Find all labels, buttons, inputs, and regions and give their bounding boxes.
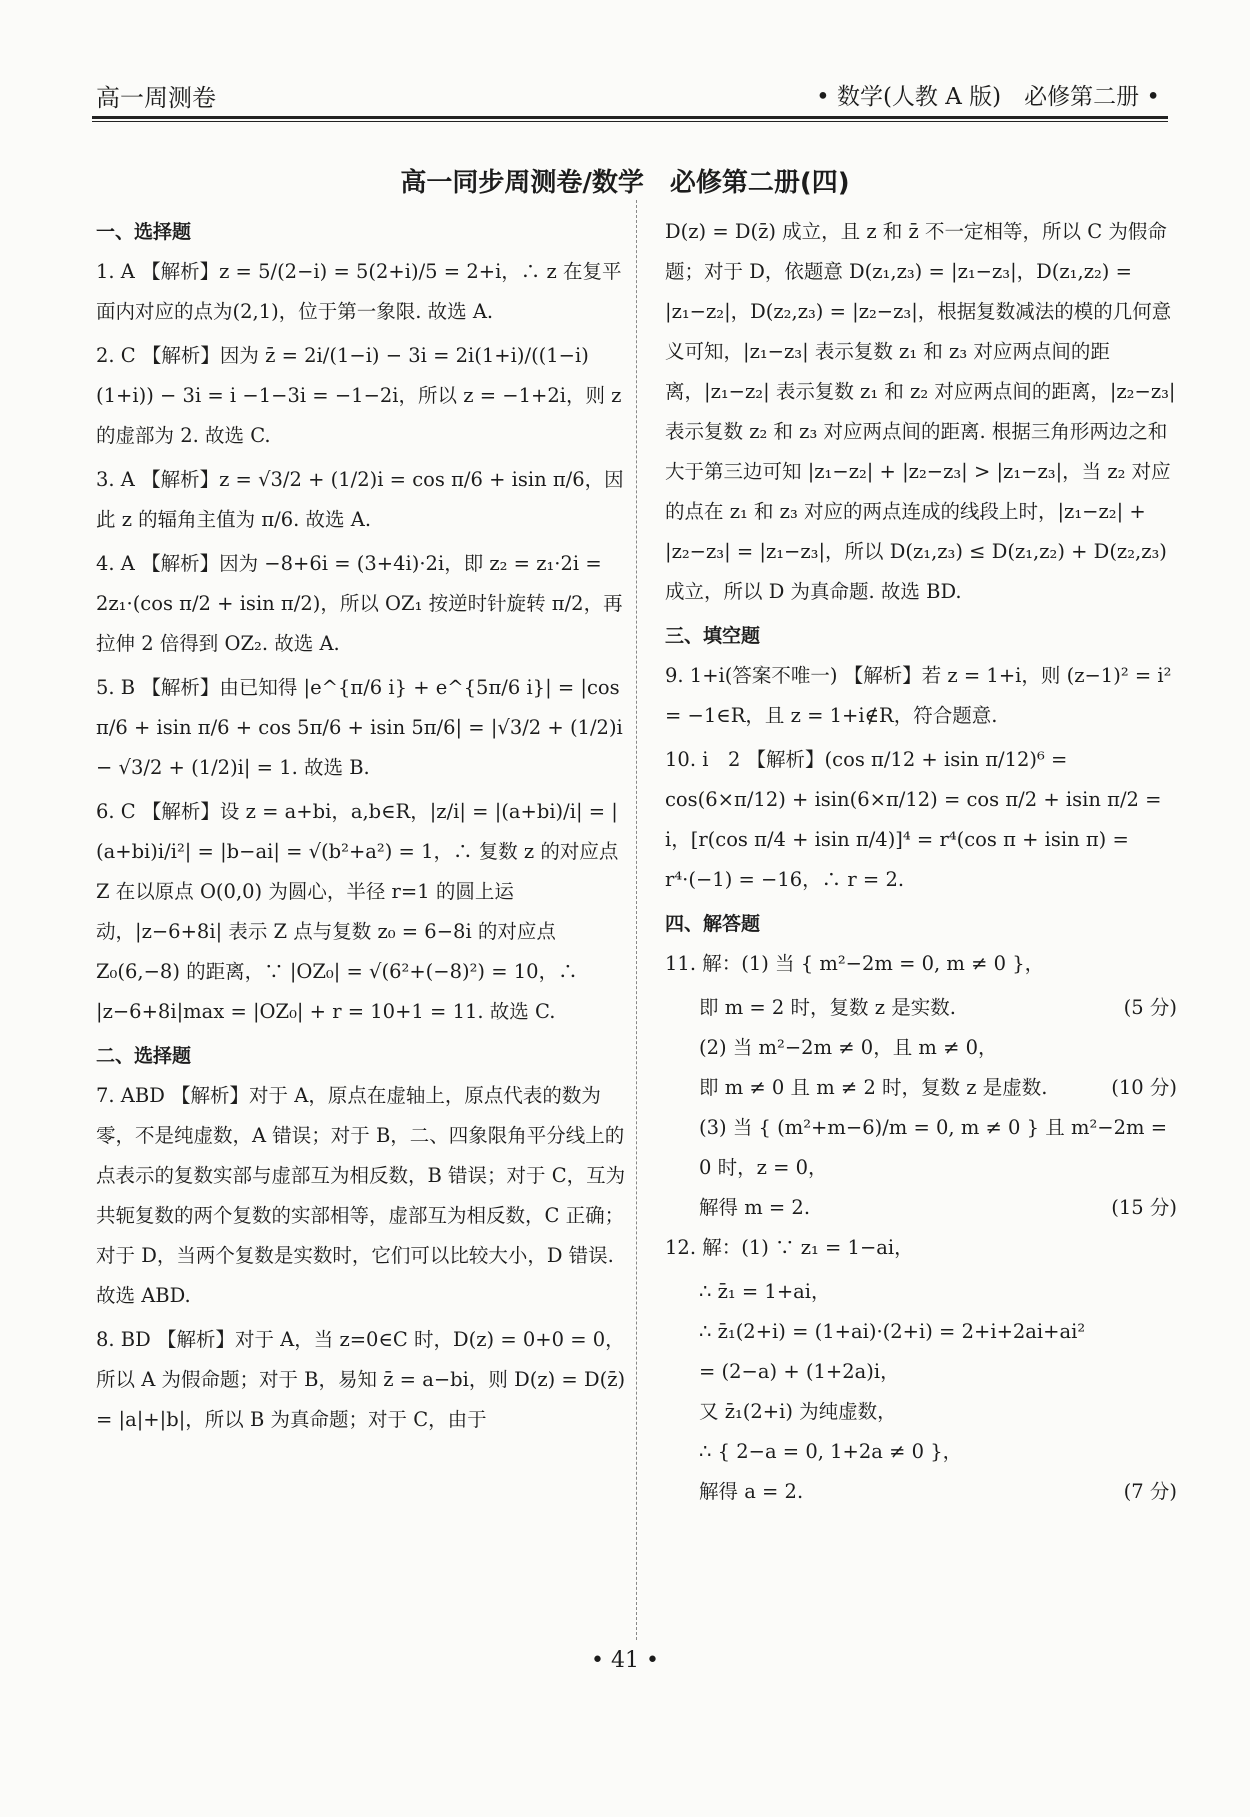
- right-column: [665, 212, 1177, 1512]
- answer-item: 7. ABD 【解析】对于 A，原点在虚轴上，原点代表的数为零，不是纯虚数，A 错误；对于 B，二、四象限角平分线上的点表示的复数实部与虚部互为相反数，B 错误；对于 C，互为共轭复数的两个复数的实部相等，虚部互为相反数，C 正确；对于 D，当两个复数是实数时，它们可以比较大小，D 错误. 故选 ABD.: [96, 1084, 626, 1307]
- header-rule: [92, 116, 1168, 119]
- answer-item: 8. BD 【解析】对于 A，当 z=0∈C 时，D(z) = 0+0 = 0，所以 A 为假命题；对于 B，易知 z̄ = a−bi，则 D(z) = D(z̄) = |a|+|b|，所以 B 为真命题；对于 C，由于: [96, 1328, 626, 1431]
- column-divider: [636, 200, 637, 1640]
- header-rule-thin: [92, 121, 1168, 122]
- answer-item: 2. C 【解析】因为 z̄ = 2i/(1−i) − 3i = 2i(1+i)/((1−i)(1+i)) − 3i = i −1−3i = −1−2i，所以 z = −1+2i，则 z 的虚部为 2. 故选 C.: [96, 344, 622, 447]
- answer-line: ∴ { 2−a = 0, 1+2a ≠ 0 }，: [699, 1440, 963, 1463]
- score-label: (10 分): [1111, 1076, 1177, 1099]
- answer-text: 即 m = 2 时，复数 z 是实数.: [699, 996, 956, 1019]
- section-heading: 二、选择题: [96, 1045, 192, 1067]
- scored-line: [665, 1188, 1177, 1228]
- answer-text: 即 m ≠ 0 且 m ≠ 2 时，复数 z 是虚数.: [699, 1076, 1048, 1099]
- answer-item: 6. C 【解析】设 z = a+bi，a,b∈R，|z/i| = |(a+bi)/i| = |(a+bi)i/i²| = |b−ai| = √(b²+a²) = 1，∴ 复数 z 的对应点 Z 在以原点 O(0,0) 为圆心，半径 r=1 的圆上运动，|z−6+8i| 表示 Z 点与复数 z₀ = 6−8i 的对应点 Z₀(6,−8) 的距离，∵ |OZ₀| = √(6²+(−8)²) = 10，∴ |z−6+8i|max = |OZ₀| + r = 10+1 = 11. 故选 C.: [96, 800, 619, 1023]
- answer-line: ∴ z̄₁ = 1+ai，: [699, 1280, 831, 1303]
- answer-line: ∴ z̄₁(2+i) = (1+ai)·(2+i) = 2+i+2ai+ai²: [699, 1320, 1086, 1343]
- page-title: 高一同步周测卷/数学 必修第二册(四): [400, 168, 850, 198]
- page-number: • 41 •: [591, 1648, 659, 1673]
- left-column: [96, 212, 626, 1444]
- header-right: • 数学(人教 A 版) 必修第二册 •: [816, 84, 1160, 110]
- answer-text: 解得 a = 2.: [699, 1480, 804, 1503]
- answer-item: 12. 解：(1) ∵ z₁ = 1−ai，: [665, 1236, 914, 1259]
- answer-item: D(z) = D(z̄) 成立，且 z 和 z̄ 不一定相等，所以 C 为假命题；对于 D，依题意 D(z₁,z₃) = |z₁−z₃|，D(z₁,z₂) = |z₁−z₂|，D(z₂,z₃) = |z₂−z₃|，根据复数减法的模的几何意义可知，|z₁−z₃| 表示复数 z₁ 和 z₃ 对应两点间的距离，|z₁−z₂| 表示复数 z₁ 和 z₂ 对应两点间的距离，|z₂−z₃| 表示复数 z₂ 和 z₃ 对应两点间的距离. 根据三角形两边之和大于第三边可知 |z₁−z₂| + |z₂−z₃| > |z₁−z₃|，当 z₂ 对应的点在 z₁ 和 z₃ 对应的两点连成的线段上时，|z₁−z₂| + |z₂−z₃| = |z₁−z₃|，所以 D(z₁,z₃) ≤ D(z₁,z₂) + D(z₂,z₃) 成立，所以 D 为真命题. 故选 BD.: [665, 220, 1176, 603]
- answer-item: 10. i 2 【解析】(cos π/12 + isin π/12)⁶ = cos(6×π/12) + isin(6×π/12) = cos π/2 + isin π/2 = i，[r(cos π/4 + isin π/4)]⁴ = r⁴(cos π + isin π) = r⁴·(−1) = −16，∴ r = 2.: [665, 748, 1162, 891]
- scored-line: [665, 988, 1177, 1028]
- answer-text: 解得 m = 2.: [699, 1196, 811, 1219]
- scored-line: [665, 1068, 1177, 1108]
- answer-item: 11. 解：(1) 当 { m²−2m = 0, m ≠ 0 }，: [665, 952, 1045, 975]
- answer-line: 又 z̄₁(2+i) 为纯虚数，: [699, 1400, 897, 1423]
- section-heading: 一、选择题: [96, 221, 192, 243]
- answer-line: (3) 当 { (m²+m−6)/m = 0, m ≠ 0 } 且 m²−2m = 0 时，z = 0，: [699, 1116, 1168, 1179]
- answer-line: (2) 当 m²−2m ≠ 0，且 m ≠ 0，: [699, 1036, 998, 1059]
- answer-item: 5. B 【解析】由已知得 |e^{π/6 i} + e^{5π/6 i}| = |cos π/6 + isin π/6 + cos 5π/6 + isin 5π/6| = |√3/2 + (1/2)i − √3/2 + (1/2)i| = 1. 故选 B.: [96, 676, 623, 779]
- header-left: 高一周测卷: [96, 84, 216, 112]
- score-label: (15 分): [1111, 1196, 1177, 1219]
- answer-line: = (2−a) + (1+2a)i，: [699, 1360, 900, 1383]
- score-label: (5 分): [1123, 996, 1177, 1019]
- answer-item: 3. A 【解析】z = √3/2 + (1/2)i = cos π/6 + isin π/6，因此 z 的辐角主值为 π/6. 故选 A.: [96, 468, 624, 531]
- score-label: (7 分): [1123, 1480, 1177, 1503]
- answer-item: 1. A 【解析】z = 5/(2−i) = 5(2+i)/5 = 2+i，∴ z 在复平面内对应的点为(2,1)，位于第一象限. 故选 A.: [96, 260, 622, 323]
- section-heading: 四、解答题: [665, 913, 761, 935]
- answer-item: 9. 1+i(答案不唯一) 【解析】若 z = 1+i，则 (z−1)² = i² = −1∈R，且 z = 1+i∉R，符合题意.: [665, 664, 1172, 727]
- section-heading: 三、填空题: [665, 625, 761, 647]
- answer-item: 4. A 【解析】因为 −8+6i = (3+4i)·2i，即 z₂ = z₁·2i = 2z₁·(cos π/2 + isin π/2)，所以 OZ₁ 按逆时针旋转 π/2，再拉伸 2 倍得到 OZ₂. 故选 A.: [96, 552, 623, 655]
- scored-line: [665, 1472, 1177, 1512]
